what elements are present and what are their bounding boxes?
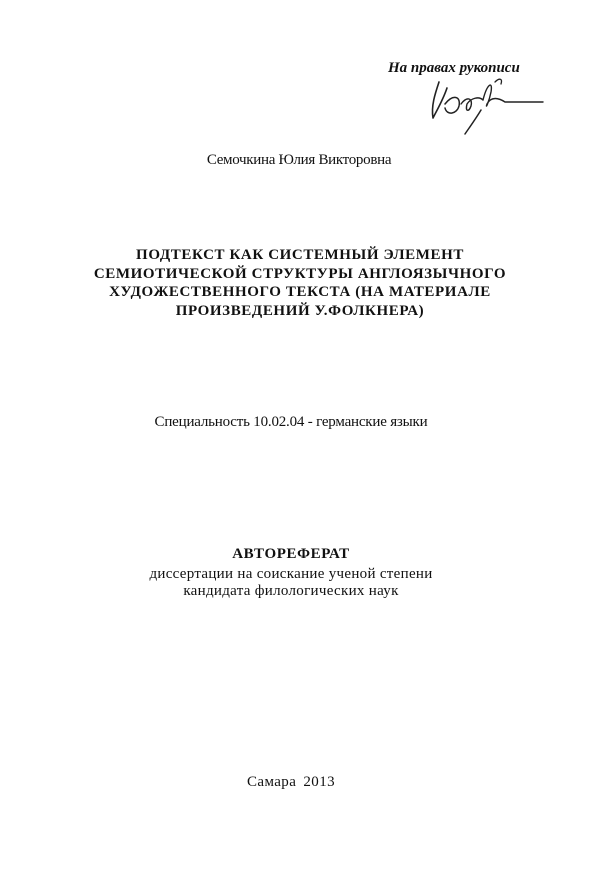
description-line: кандидата филологических наук — [183, 583, 399, 599]
author-name: Семочкина Юлия Викторовна — [206, 152, 392, 168]
title-line: СЕМИОТИЧЕСКОЙ СТРУКТУРЫ АНГЛОЯЗЫЧНОГО — [93, 265, 507, 282]
description-line: диссертации на соискание ученой степени — [149, 566, 433, 582]
specialty-line: Специальность 10.02.04 - германские языки — [154, 414, 428, 430]
rights-note: На правах рукописи — [388, 60, 520, 76]
abstract-description — [0, 566, 582, 600]
title-line: ПРОИЗВЕДЕНИЙ У.ФОЛКНЕРА) — [175, 302, 425, 319]
title-line: ХУДОЖЕСТВЕННОГО ТЕКСТА (НА МАТЕРИАЛЕ — [109, 284, 491, 300]
place-year: Самара 2013 — [246, 774, 336, 790]
document-title — [40, 246, 560, 320]
title-line: ПОДТЕКСТ КАК СИСТЕМНЫЙ ЭЛЕМЕНТ — [136, 247, 464, 263]
signature-mark — [425, 74, 545, 136]
abstract-heading: АВТОРЕФЕРАТ — [232, 546, 350, 562]
